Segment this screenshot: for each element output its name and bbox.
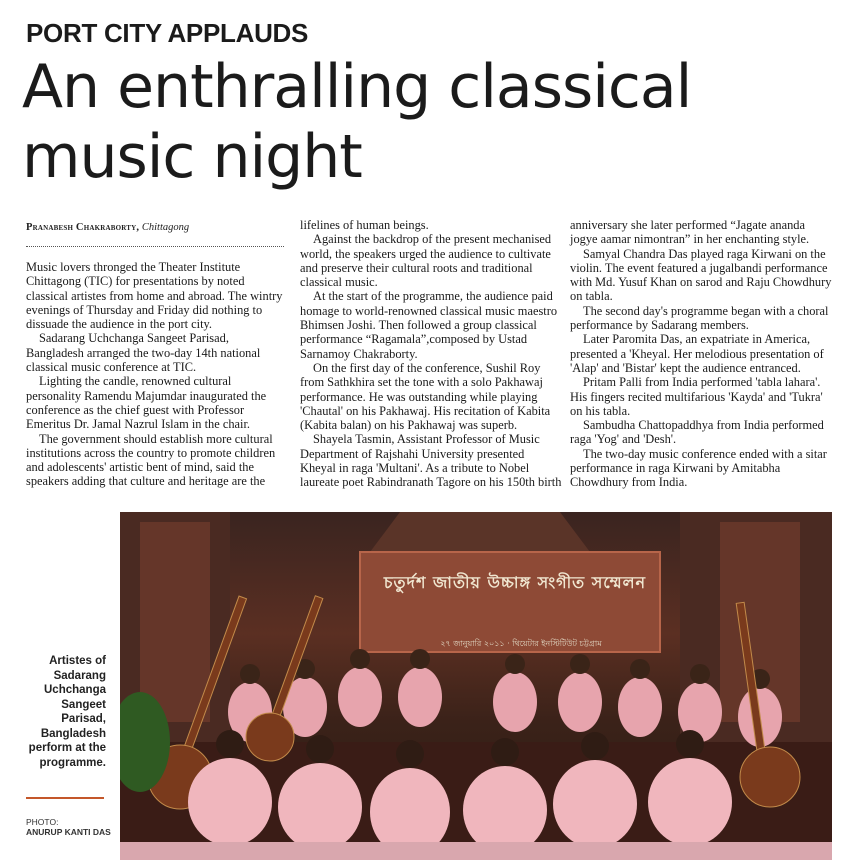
concert-photo <box>120 512 832 860</box>
paragraph: Sadarang Uchchanga Sangeet Parisad, Bangladesh arranged the two-day 14th national classical music conference at TIC. <box>26 331 261 375</box>
paragraph: Against the backdrop of the present mechanised world, the speakers urged the audience to cultivate and preserve their cultural roots and traditional classical music. <box>300 232 552 290</box>
credit-label: PHOTO: <box>26 817 59 827</box>
paragraph: anniversary she later performed “Jagate ananda jogye aamar nimontran” in her enchanting style. <box>570 218 810 247</box>
headline: An enthralling classical music night <box>22 52 692 192</box>
article-column-2 <box>300 218 562 490</box>
photo-caption: Artistes of Sadarang Uchchanga Sangeet Parisad, Bangladesh perform at the programme. <box>28 655 106 769</box>
paragraph: The government should establish more cultural institutions across the country to promote children and adolescents' artistic bent of mind, said the speakers adding that culture and heritage are the <box>26 431 276 489</box>
concert-illustration <box>120 512 832 860</box>
kicker: PORT CITY APPLAUDS <box>26 18 309 48</box>
byline-place: Chittagong <box>141 222 190 233</box>
paragraph: Shayela Tasmin, Assistant Professor of Music Department of Rajshahi University presented Kheyal in raga 'Multani'. As a tribute to Nobel laureate poet Rabindranath Tagore on his 150th birth <box>300 432 562 490</box>
paragraph: On the first day of the conference, Sushil Roy from Sathkhira set the tone with a solo Pakhawaj performance. He was outstanding while playing 'Chautal' on his Pakhawaj. His recitation of Kabita (Kabita balan) on his Pakhawaj was superb. <box>300 360 551 433</box>
photo-credit <box>26 817 111 837</box>
paragraph: Later Paromita Das, an expatriate in America, presented a 'Kheyal. Her melodious presentation of 'Alap' and 'Bistar' kept the audience entranced. <box>570 332 824 375</box>
paragraph: Music lovers thronged the Theater Institute Chittagong (TIC) for presentations by noted classical artistes from home and abroad. The wintry evenings of Thursday and Friday did nothing to dissuade the audience in the port city. <box>26 260 283 332</box>
article-column-1 <box>26 260 288 489</box>
credit-name: ANURUP KANTI DAS <box>26 827 111 837</box>
paragraph: At the start of the programme, the audience paid homage to world-renowned classical music maestro Bhimsen Joshi. Then followed a group classical performance “Ragamala”,composed by Ustad Sarnamoy Chakraborty. <box>300 289 558 361</box>
credit-divider <box>26 797 104 799</box>
paragraph: The two-day music conference ended with a sitar performance in raga Kirwani by Amitabha Chowdhury from India. <box>570 446 827 490</box>
paragraph: The second day's programme began with a choral performance by Sadarang members. <box>570 303 829 333</box>
paragraph: Sambudha Chattopaddhya from India performed raga 'Yog' and 'Desh'. <box>570 418 824 447</box>
paragraph: Pritam Palli from India performed 'tabla lahara'. His fingers recited multifarious 'Kayda' and 'Tukra' on his tabla. <box>570 375 823 418</box>
paragraph: Samyal Chandra Das played raga Kirwani on the violin. The event featured a jugalbandi performance with Md. Yusuf Khan on sarod and Raju Chowdhury on tabla. <box>570 246 832 304</box>
article-column-3 <box>570 218 832 490</box>
stage-banner-subtext: ২৭ জানুয়ারি ২০১১ · থিয়েটার ইনস্টিটিউট চট্টগ্রাম <box>440 639 602 648</box>
stage-banner-text: চতুর্দশ জাতীয় উচ্চাঙ্গ সংগীত সম্মেলন <box>383 573 647 592</box>
paragraph: Lighting the candle, renowned cultural personality Ramendu Majumdar inaugurated the conference as the chief guest with Professor Emeritus Dr. Jamal Nazrul Islam in the chair. <box>26 374 267 432</box>
byline-author: Pranabesh Chakraborty, <box>26 222 140 233</box>
byline-divider <box>26 246 284 247</box>
paragraph: lifelines of human beings. <box>300 218 429 232</box>
byline <box>26 222 284 233</box>
